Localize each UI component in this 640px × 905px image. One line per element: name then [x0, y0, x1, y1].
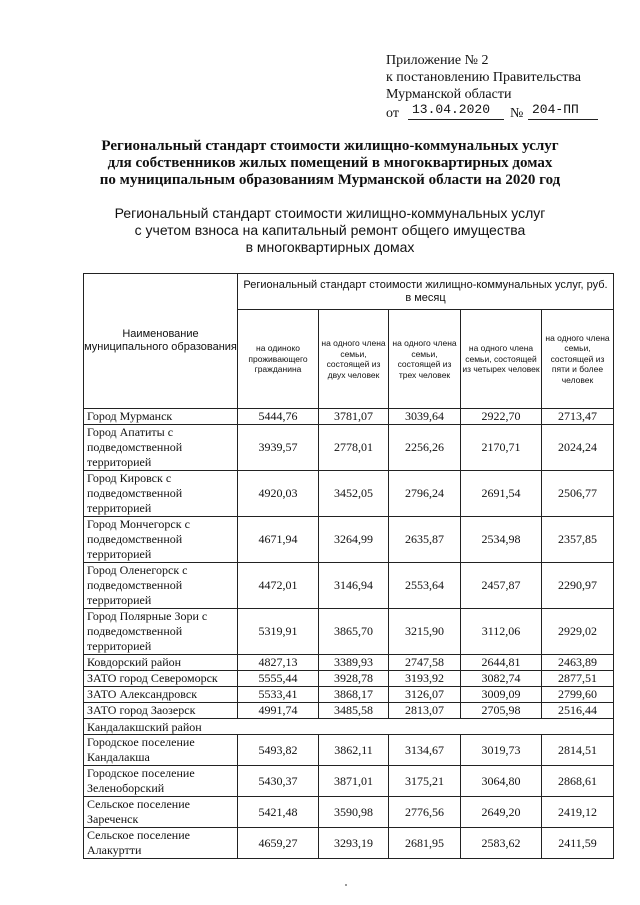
- document-title-line-3: по муниципальным образованиям Мурманской области на 2020 год: [99, 172, 561, 188]
- row-value: 5421,48: [238, 797, 319, 828]
- column-header-four: на одного члена семьи, состоящей из четырех человек: [461, 310, 542, 409]
- row-value: 2357,85: [542, 517, 614, 563]
- row-value: 4991,74: [238, 703, 319, 719]
- row-value: 3019,73: [461, 735, 542, 766]
- scan-speck: [345, 884, 347, 886]
- table-row: [84, 409, 614, 425]
- row-value: 2506,77: [542, 471, 614, 517]
- table-row: [84, 563, 614, 609]
- row-value: 3134,67: [389, 735, 461, 766]
- standard-cost-table: [83, 273, 614, 859]
- row-value: 3126,07: [389, 687, 461, 703]
- row-value: 2024,24: [542, 425, 614, 471]
- table-row: [84, 655, 614, 671]
- table-body-municipalities: [84, 409, 614, 719]
- row-value: 2929,02: [542, 609, 614, 655]
- row-value: 2713,47: [542, 409, 614, 425]
- row-value: 3175,21: [389, 766, 461, 797]
- row-value: 3590,98: [319, 797, 389, 828]
- row-value: 5533,41: [238, 687, 319, 703]
- table-title-line-1: Региональный стандарт стоимости жилищно-коммунальных услуг: [114, 205, 546, 221]
- row-value: 2411,59: [542, 828, 614, 859]
- row-value: 2553,64: [389, 563, 461, 609]
- row-name: ЗАТО город Североморск: [84, 671, 238, 687]
- row-value: 3939,57: [238, 425, 319, 471]
- row-value: 2516,44: [542, 703, 614, 719]
- decree-number: 204-ПП: [532, 102, 579, 117]
- column-header-single: на одиноко проживающего гражданина: [238, 310, 319, 409]
- table-row: [84, 703, 614, 719]
- row-name: Город Мурманск: [84, 409, 238, 425]
- row-value: 2705,98: [461, 703, 542, 719]
- row-value: 2796,24: [389, 471, 461, 517]
- row-name: Город Апатиты с подведомственной территорией: [84, 425, 238, 471]
- table-row: [84, 766, 614, 797]
- row-value: 2170,71: [461, 425, 542, 471]
- row-value: 3082,74: [461, 671, 542, 687]
- row-value: 5430,37: [238, 766, 319, 797]
- row-value: 3146,94: [319, 563, 389, 609]
- row-value: 3293,19: [319, 828, 389, 859]
- row-value: 4671,94: [238, 517, 319, 563]
- table-row: [84, 425, 614, 471]
- table-group-row: [84, 719, 614, 735]
- row-value: 3868,17: [319, 687, 389, 703]
- row-value: 3452,05: [319, 471, 389, 517]
- row-value: 2635,87: [389, 517, 461, 563]
- row-name: Ковдорский район: [84, 655, 238, 671]
- appendix-line-3: Мурманской области: [386, 87, 512, 102]
- table-row: [84, 828, 614, 859]
- row-value: 5493,82: [238, 735, 319, 766]
- row-value: 2534,98: [461, 517, 542, 563]
- row-value: 2644,81: [461, 655, 542, 671]
- row-value: 2747,58: [389, 655, 461, 671]
- row-name: Город Полярные Зори с подведомственной территорией: [84, 609, 238, 655]
- column-header-two: на одного члена семьи, состоящей из двух человек: [319, 310, 389, 409]
- row-value: 2419,12: [542, 797, 614, 828]
- date-underline: [408, 119, 504, 120]
- table-title-line-2: с учетом взноса на капитальный ремонт общего имущества: [134, 222, 526, 238]
- column-header-three: на одного члена семьи, состоящей из трех человек: [389, 310, 461, 409]
- table-body-settlements: [84, 735, 614, 859]
- appendix-line-1: Приложение № 2: [386, 53, 489, 68]
- row-value: 3064,80: [461, 766, 542, 797]
- column-group-header: Региональный стандарт стоимости жилищно-коммунальных услуг, руб. в месяц: [238, 274, 614, 310]
- row-value: 3862,11: [319, 735, 389, 766]
- row-value: 2799,60: [542, 687, 614, 703]
- row-name: Сельское поселение Алакуртти: [84, 828, 238, 859]
- row-value: 2868,61: [542, 766, 614, 797]
- row-value: 2691,54: [461, 471, 542, 517]
- row-value: 5444,76: [238, 409, 319, 425]
- row-value: 2778,01: [319, 425, 389, 471]
- row-value: 2681,95: [389, 828, 461, 859]
- table-row: [84, 609, 614, 655]
- row-value: 3039,64: [389, 409, 461, 425]
- number-sign: №: [510, 106, 524, 121]
- group-row-label: Кандалакшский район: [84, 719, 614, 735]
- appendix-line-2: к постановлению Правительства: [386, 70, 582, 85]
- row-value: 4472,01: [238, 563, 319, 609]
- decree-date: 13.04.2020: [412, 102, 491, 117]
- column-header-name: Наименование муниципального образования: [84, 274, 238, 409]
- appendix-signature-line: [386, 103, 616, 123]
- row-value: 3389,93: [319, 655, 389, 671]
- row-value: 2463,89: [542, 655, 614, 671]
- table-row: [84, 797, 614, 828]
- table-row: [84, 471, 614, 517]
- document-title-line-1: Региональный стандарт стоимости жилищно-коммунальных услуг: [101, 138, 559, 154]
- table-title-line-3: в многоквартирных домах: [245, 239, 415, 255]
- row-value: 3485,58: [319, 703, 389, 719]
- date-prefix: от: [386, 106, 399, 121]
- row-name: Город Мончегорск с подведомственной территорией: [84, 517, 238, 563]
- row-value: 2583,62: [461, 828, 542, 859]
- row-name: Городское поселение Зеленоборский: [84, 766, 238, 797]
- row-value: 4659,27: [238, 828, 319, 859]
- row-name: Город Оленегорск с подведомственной территорией: [84, 563, 238, 609]
- table-row: [84, 687, 614, 703]
- row-value: 5555,44: [238, 671, 319, 687]
- column-header-five-plus: на одного члена семьи, состоящей из пяти и более человек: [542, 310, 614, 409]
- document-title: [40, 138, 620, 189]
- table-row: [84, 517, 614, 563]
- table-body-group: [84, 719, 614, 735]
- row-value: 3865,70: [319, 609, 389, 655]
- row-name: ЗАТО Александровск: [84, 687, 238, 703]
- row-name: Городское поселение Кандалакша: [84, 735, 238, 766]
- row-value: 2290,97: [542, 563, 614, 609]
- row-value: 4920,03: [238, 471, 319, 517]
- table-title: [80, 205, 580, 256]
- row-value: 3781,07: [319, 409, 389, 425]
- table-row: [84, 671, 614, 687]
- row-name: ЗАТО город Заозерск: [84, 703, 238, 719]
- row-value: 2256,26: [389, 425, 461, 471]
- document-title-line-2: для собственников жилых помещений в многоквартирных домах: [107, 155, 553, 171]
- row-value: 3264,99: [319, 517, 389, 563]
- row-value: 2776,56: [389, 797, 461, 828]
- row-value: 2457,87: [461, 563, 542, 609]
- row-value: 2814,51: [542, 735, 614, 766]
- row-value: 4827,13: [238, 655, 319, 671]
- row-value: 3009,09: [461, 687, 542, 703]
- row-value: 2649,20: [461, 797, 542, 828]
- row-name: Сельское поселение Зареченск: [84, 797, 238, 828]
- row-value: 2922,70: [461, 409, 542, 425]
- row-value: 3193,92: [389, 671, 461, 687]
- row-value: 3871,01: [319, 766, 389, 797]
- row-name: Город Кировск с подведомственной территорией: [84, 471, 238, 517]
- row-value: 2813,07: [389, 703, 461, 719]
- row-value: 2877,51: [542, 671, 614, 687]
- row-value: 5319,91: [238, 609, 319, 655]
- row-value: 3112,06: [461, 609, 542, 655]
- row-value: 3928,78: [319, 671, 389, 687]
- number-underline: [528, 119, 598, 120]
- appendix-block: [386, 52, 616, 123]
- table-row: [84, 735, 614, 766]
- row-value: 3215,90: [389, 609, 461, 655]
